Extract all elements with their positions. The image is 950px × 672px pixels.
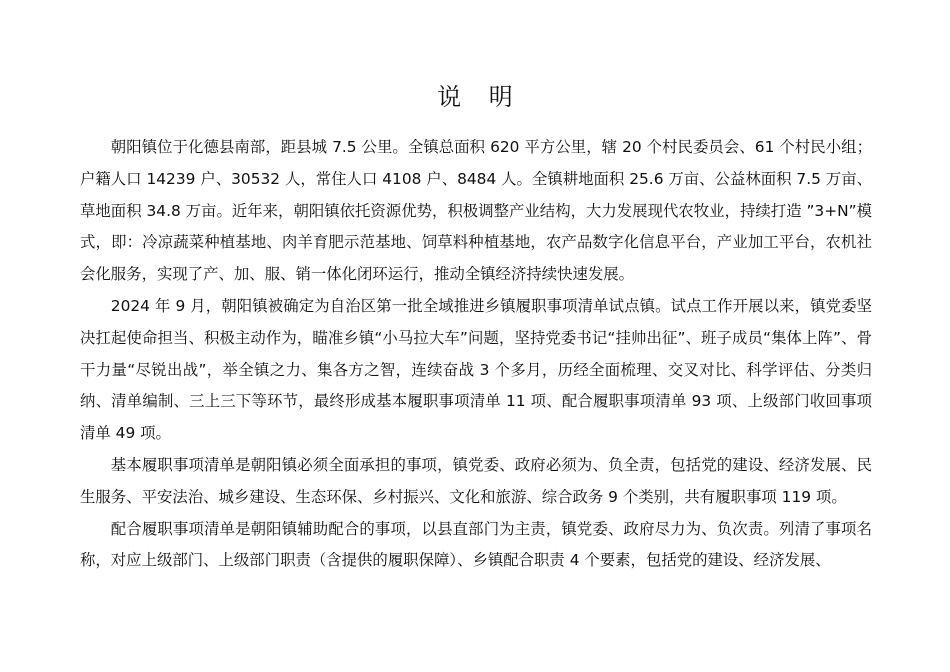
paragraph-basic-duties: 基本履职事项清单是朝阳镇必须全面承担的事项，镇党委、政府必须为、负全责，包括党的建设、经济发展、民生服务、平安法治、城乡建设、生态环保、乡村振兴、文化和旅游、综合政务 9 个类别，共有履职事项 119 项。 <box>80 455 872 506</box>
document-title: 说 明 <box>437 83 523 111</box>
paragraph-cooperative-duties: 配合履职事项清单是朝阳镇辅助配合的事项，以县直部门为主责，镇党委、政府尽力为、负次责。列清了事项名称，对应上级部门、上级部门职责（含提供的履职保障）、乡镇配合职责 4 个要素，包括党的建设、经济发展、 <box>80 519 872 570</box>
document-body <box>80 132 872 577</box>
paragraph-overview: 朝阳镇位于化德县南部，距县城 7.5 公里。全镇总面积 620 平方公里，辖 20 个村民委员会、61 个村民小组；户籍人口 14239 户、30532 人，常住人口 4108 户、8484 人。全镇耕地面积 25.6 万亩、公益林面积 7.5 万亩、草地面积 34.8 万亩。近年来，朝阳镇依托资源优势，积极调整产业结构，大力发展现代农牧业，持续打造 ”3+N”模式，即：冷凉蔬菜种植基地、肉羊育肥示范基地、饲草料种植基地，农产品数字化信息平台，产业加工平台，农机社会化服务，实现了产、加、服、销一体化闭环运行，推动全镇经济持续快速发展。 <box>80 138 872 284</box>
paragraph-pilot-work: 2024 年 9 月，朝阳镇被确定为自治区第一批全域推进乡镇履职事项清单试点镇。试点工作开展以来，镇党委坚决扛起使命担当、积极主动作为，瞄准乡镇“小马拉大车”问题，坚持党委书记“挂帅出征”、班子成员“集体上阵”、骨干力量“尽锐出战”，举全镇之力、集各方之智，连续奋战 3 个多月，历经全面梳理、交叉对比、科学评估、分类归纳、清单编制、三上三下等环节，最终形成基本履职事项清单 11 项、配合履职事项清单 93 项、上级部门收回事项清单 49 项。 <box>80 296 872 443</box>
